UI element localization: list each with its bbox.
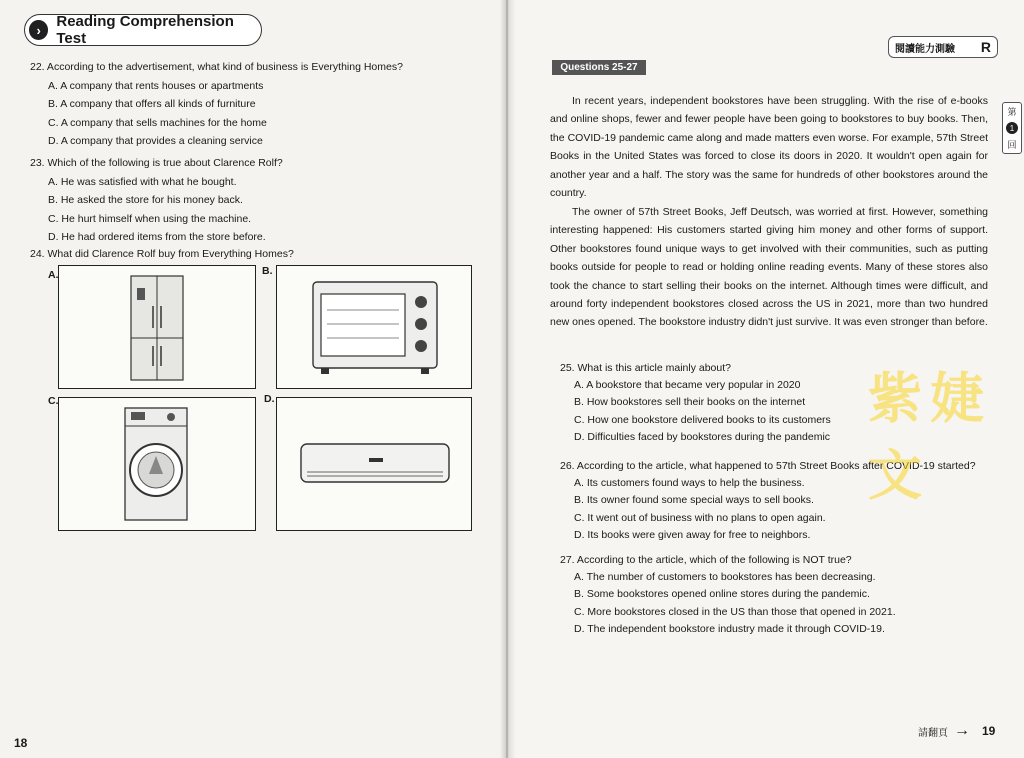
option-d[interactable]: D. The independent bookstore industry made it through COVID-19. (574, 622, 885, 635)
option-letter-a: A. (48, 269, 59, 281)
question-stem: 24. What did Clarence Rolf buy from Everything Homes? (30, 248, 294, 260)
option-b[interactable]: B. He asked the store for his money back. (48, 194, 243, 206)
option-c[interactable]: C. More bookstores closed in the US than those that opened in 2021. (574, 605, 896, 618)
option-b[interactable]: B. Its owner found some special ways to sell books. (574, 494, 814, 507)
option-a[interactable]: A. A bookstore that became very popular in 2020 (574, 379, 801, 392)
article-paragraph-2: The owner of 57th Street Books, Jeff Deutsch, was worried at first. However, something interesting happened: His customers started giving him money and other forms of support. Other bookstores found unique ways to get involved with their communities, such as putting books outside for people to read or holding online reading events. Many of these stores also took the chance to start selling their books on the internet. Although times were difficult, and around forty independent bookstores closed across the US in 2021, more than two hundred new ones opened. The bookstore industry didn't just survive. It was even stronger than before. (550, 206, 988, 329)
page-footer (918, 722, 995, 740)
option-a[interactable]: A. A company that rents houses or apartments (48, 79, 264, 92)
option-c[interactable]: C. How one bookstore delivered books to its customers (574, 413, 831, 426)
question-stem: 27. According to the article, which of the following is NOT true? (560, 554, 852, 566)
round-number: 1 (1006, 122, 1018, 134)
article-paragraph-1: In recent years, independent bookstores have been struggling. With the rise of e-books and online shops, fewer and fewer people have been going to bookstores to buy books. Then, the COVID-19 pandemic came along and made matters even worse. For example, 57th Street Books in the United States was forced to close its doors in 2020. It wouldn't open again for another year and a half. The story was the same for hundreds of other bookstores around the country. (550, 95, 988, 200)
option-d[interactable]: D. He had ordered items from the store before. (48, 231, 266, 243)
option-b[interactable]: B. How bookstores sell their books on the internet (574, 396, 806, 409)
section-header (24, 14, 262, 46)
option-letter-c: C. (48, 395, 59, 407)
picture-option-d[interactable] (276, 397, 472, 531)
questions-label: Questions 25-27 (552, 60, 646, 75)
question-25 (560, 360, 831, 446)
question-22 (30, 58, 403, 151)
option-letter-d: D. (264, 393, 275, 405)
washing-machine-icon (59, 398, 255, 530)
right-page (508, 0, 1024, 758)
chevron-right-icon: › (29, 20, 48, 40)
book-gutter (500, 0, 516, 758)
question-stem: 25. What is this article mainly about? (560, 362, 731, 374)
test-letter: R (980, 39, 991, 55)
option-c[interactable]: C. It went out of business with no plans to open again. (574, 511, 826, 524)
test-label: 閱讀能力測驗 (895, 43, 955, 55)
option-c[interactable]: C. He hurt himself when using the machine. (48, 212, 252, 225)
question-23 (30, 154, 283, 247)
round-tab (1002, 102, 1022, 154)
picture-option-a[interactable] (58, 265, 256, 389)
option-c[interactable]: C. A company that sells machines for the home (48, 116, 267, 129)
watermark: 紫婕文 (868, 367, 992, 507)
question-27 (560, 552, 896, 638)
test-header (888, 36, 998, 58)
question-24 (30, 245, 294, 264)
air-conditioner-icon (277, 398, 471, 530)
picture-option-b[interactable] (276, 265, 472, 389)
option-a[interactable]: A. The number of customers to bookstores has been decreasing. (574, 571, 876, 584)
picture-options (40, 263, 472, 531)
option-b[interactable]: B. A company that offers all kinds of furniture (48, 98, 256, 110)
picture-option-c[interactable] (58, 397, 256, 531)
turn-page-text: 請翻頁 (918, 727, 948, 739)
question-stem: 22. According to the advertisement, what kind of business is Everything Homes? (30, 61, 403, 73)
question-stem: 23. Which of the following is true about Clarence Rolf? (30, 157, 283, 169)
left-page (0, 0, 506, 758)
option-letter-b: B. (262, 265, 273, 277)
question-stem: 26. According to the article, what happened to 57th Street Books after COVID-19 started? (560, 460, 976, 472)
option-d[interactable]: D. Its books were given away for free to neighbors. (574, 528, 811, 541)
option-a[interactable]: A. Its customers found ways to help the business. (574, 477, 805, 490)
page-number: 18 (14, 736, 28, 750)
arrow-right-icon: → (954, 722, 970, 739)
option-a[interactable]: A. He was satisfied with what he bought. (48, 175, 237, 188)
refrigerator-icon (59, 266, 255, 388)
option-b[interactable]: B. Some bookstores opened online stores during the pandemic. (574, 588, 870, 601)
page-number: 19 (982, 724, 996, 738)
oven-icon (277, 266, 471, 388)
section-title: Reading Comprehension Test (56, 13, 234, 47)
round-tab-bottom: 回 (1007, 140, 1017, 150)
option-d[interactable]: D. Difficulties faced by bookstores during the pandemic (574, 430, 831, 443)
option-d[interactable]: D. A company that provides a cleaning service (48, 135, 263, 147)
round-tab-top: 第 (1007, 107, 1017, 117)
